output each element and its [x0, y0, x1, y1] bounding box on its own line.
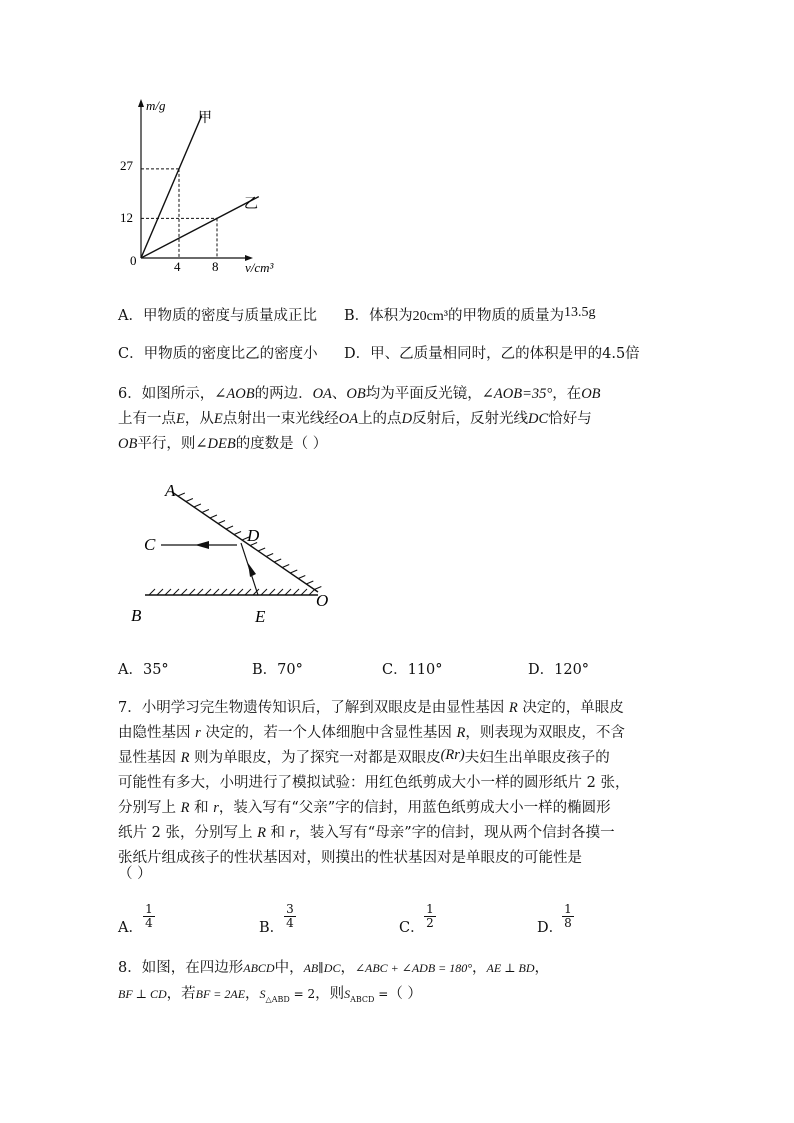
hatch-mark	[226, 526, 233, 529]
hatch-mark	[282, 565, 289, 568]
q5-option-b-mid: 的甲物质的质量为	[447, 308, 564, 324]
q5-option-c: C．甲物质的密度比乙的密度小	[118, 346, 318, 362]
q7-l6-e: ，装入写有“母亲”字的信封，现从两个信封各摸一	[295, 825, 615, 841]
q6-l2-i: 反射后，反射光线	[412, 411, 529, 427]
q8-l2-s2-sub: ABCD	[350, 994, 375, 1004]
q7-option-d-num: 1	[562, 903, 574, 917]
q7-l6-r2: r	[289, 825, 296, 841]
q6-line-1	[118, 384, 601, 404]
label-d: D	[247, 526, 260, 545]
y-tick-27: 27	[120, 158, 133, 173]
q6-l3-angle: ∠DEB	[195, 436, 236, 452]
series-line-yi	[141, 197, 259, 258]
q7-line-7: 张纸片组成孩子的性状基因对，则摸出的性状基因对是单眼皮的可能性是	[118, 850, 582, 866]
q7-line-2	[118, 723, 625, 743]
q6-l1-g: 均为平面反光镜，	[365, 386, 482, 402]
q6-option-d: D．120°	[528, 662, 590, 678]
q7-option-d-den: 8	[564, 916, 572, 930]
q8-l1-a: 8．如图，在四边形	[118, 960, 244, 976]
label-e: E	[255, 607, 266, 626]
q7-l3-genotype: (Rr)	[440, 747, 465, 763]
hatch-mark	[285, 589, 291, 595]
q7-l2-e: ，则表现为双眼皮，不含	[465, 725, 625, 741]
hatch-mark	[213, 589, 219, 595]
q7-line-8: （ ）	[118, 866, 152, 882]
q8-l2-s2: S	[344, 987, 351, 1001]
hatch-mark	[165, 589, 171, 595]
q6-l1-i: ，在	[552, 386, 582, 402]
q5-option-b	[344, 306, 595, 327]
hatch-mark	[205, 589, 211, 595]
q7-l3-a: 显性基因	[118, 750, 176, 766]
q7-l3-r: R	[180, 750, 190, 766]
q7-l5-a: 分别写上	[118, 800, 176, 816]
q8-l1-abcd: ABCD	[243, 961, 275, 975]
q6-l2-g: 上的点	[358, 411, 402, 427]
q6-l1-angle-value: ∠AOB=35°	[481, 386, 553, 402]
q7-l5-e: ，装入写有“父亲”字的信封，用蓝色纸剪成大小一样的椭圆形	[218, 800, 611, 816]
label-c: C	[144, 535, 156, 554]
q7-option-c-den: 2	[426, 916, 434, 930]
q6-l3-b: 平行，则	[137, 436, 196, 452]
hatch-mark	[237, 589, 243, 595]
q8-l2-b: ，若	[166, 986, 196, 1002]
q7-option-c-label: C．	[399, 920, 425, 936]
hatch-mark	[194, 504, 201, 507]
label-o: O	[316, 591, 329, 610]
incident-arrow-icon	[248, 563, 256, 577]
hatch-mark	[202, 510, 209, 513]
q6-l2-k: 恰好与	[548, 411, 592, 427]
q6-line-2	[118, 409, 592, 429]
hatch-mark	[258, 548, 265, 551]
y-axis-label: m/g	[146, 98, 166, 113]
origin-label: 0	[130, 253, 137, 268]
mass-volume-graph	[100, 90, 330, 290]
q8-l2-s: S	[259, 987, 266, 1001]
x-tick-8: 8	[212, 259, 219, 274]
hatch-mark	[157, 589, 163, 595]
q8-l2-eq2: =	[374, 987, 389, 1001]
x-axis-label: v/cm³	[245, 260, 274, 275]
y-axis-arrow-icon	[138, 99, 144, 107]
q7-line-4: 可能性有多大，小明进行了模拟试验：用红色纸剪成大小一样的圆形纸片 2 张，	[118, 775, 630, 791]
q5-option-b-volume: 20cm³	[412, 309, 448, 324]
q8-l2-paren: （ ）	[388, 986, 422, 1002]
q6-l3-ob: OB	[118, 436, 138, 452]
line-jia-label: 甲	[198, 111, 212, 126]
q6-line-3	[118, 434, 327, 454]
q7-l3-c: 则为单眼皮，为了探究一对都是双眼皮	[194, 750, 441, 766]
q7-option-d-fraction	[562, 903, 574, 930]
q6-option-a: A．35°	[118, 662, 169, 678]
q6-l2-c: ，从	[184, 411, 214, 427]
mirror-ob-hatching	[149, 589, 315, 595]
q6-l2-dc: DC	[528, 411, 549, 427]
hatch-mark	[314, 587, 321, 590]
hatch-mark	[269, 589, 275, 595]
q8-l1-c: 中，	[274, 960, 304, 976]
q7-l6-c: 和	[270, 825, 286, 841]
q7-option-b-label: B．	[259, 920, 285, 936]
hatch-mark	[189, 589, 195, 595]
hatch-mark	[298, 576, 305, 579]
hatch-mark	[181, 589, 187, 595]
q7-l5-r2: r	[213, 800, 219, 816]
q7-option-a-fraction	[143, 903, 155, 930]
hatch-mark	[218, 521, 225, 524]
q8-l2-s-sub: △ABD	[265, 994, 290, 1004]
q7-l1-r: R	[508, 700, 518, 716]
q7-line-6	[118, 823, 615, 843]
reflected-arrow-icon	[195, 541, 209, 549]
q7-l5-c: 和	[194, 800, 209, 816]
q7-l1-a: 7．小明学习完生物遗传知识后，了解到双眼皮是由显性基因	[118, 700, 505, 716]
q7-option-d-label: D．	[537, 920, 564, 936]
q8-l1-angles: ∠ABC + ∠ADB = 180°	[354, 961, 473, 975]
q6-option-b: B．70°	[252, 662, 303, 678]
q7-option-a-den: 4	[145, 916, 153, 930]
mirror-oa	[172, 492, 318, 592]
q6-l1-ob: OB	[346, 386, 366, 402]
y-tick-12: 12	[120, 210, 133, 225]
q7-l2-a: 由隐性基因	[118, 725, 191, 741]
q7-l6-a: 纸片 2 张，分别写上	[118, 825, 253, 841]
q7-line-3	[118, 748, 610, 768]
line-yi-label: 乙	[244, 197, 258, 212]
q5-option-d: D．甲、乙质量相同时，乙的体积是甲的4.5倍	[344, 346, 640, 362]
q7-l3-e: 夫妇生出单眼皮孩子的	[464, 750, 610, 766]
q8-l2-d: ，	[245, 986, 260, 1002]
hatch-mark	[274, 559, 281, 562]
hatch-mark	[149, 589, 155, 595]
hatch-mark	[293, 589, 299, 595]
hatch-mark	[221, 589, 227, 595]
q5-option-b-mass: 13.5g	[563, 305, 596, 320]
q7-l2-r: r	[195, 725, 201, 741]
q7-l2-c: 决定的，若一个人体细胞中含显性基因	[205, 725, 452, 741]
hatch-mark	[290, 570, 297, 573]
q8-line-2	[118, 984, 422, 1010]
q8-l2-eq: = 2	[289, 987, 316, 1001]
q8-l1-perp: AE ⊥ BD	[486, 961, 535, 975]
q8-l2-bf: BF = 2AE	[195, 987, 246, 1001]
q7-line-5	[118, 798, 611, 818]
q7-l2-r2: R	[456, 725, 466, 741]
q6-l1-angle: ∠AOB	[214, 386, 255, 402]
label-a: A	[165, 481, 176, 500]
hatch-mark	[309, 589, 315, 595]
q8-l1-g: ，	[472, 960, 487, 976]
hatch-mark	[186, 499, 193, 502]
q7-option-c-num: 1	[424, 903, 436, 917]
q8-l2-perp: BF ⊥ CD	[118, 987, 167, 1001]
q5-option-b-prefix: B．体积为	[344, 308, 413, 324]
hatch-mark	[306, 581, 313, 584]
hatch-mark	[197, 589, 203, 595]
q7-l5-r1: R	[180, 800, 190, 816]
q6-l2-e2: E	[213, 411, 223, 427]
q7-option-a-label: A．	[118, 920, 143, 936]
q8-l1-i: ，	[534, 960, 549, 976]
hatch-mark	[178, 493, 185, 496]
q7-l6-r1: R	[257, 825, 266, 841]
q7-option-b-num: 3	[284, 903, 296, 917]
q5-option-a: A．甲物质的密度与质量成正比	[118, 308, 317, 324]
q6-l1-ob2: OB	[581, 386, 601, 402]
hatch-mark	[277, 589, 283, 595]
q8-l1-parallel: AB∥DC	[303, 961, 341, 975]
hatch-mark	[301, 589, 307, 595]
q7-l1-c: 决定的，单眼皮	[522, 700, 624, 716]
q6-l2-d: D	[401, 411, 413, 427]
q6-option-c: C．110°	[382, 662, 443, 678]
hatch-mark	[234, 532, 241, 535]
q6-l1-a: 6．如图所示，	[118, 386, 215, 402]
q6-l2-oa: OA	[338, 411, 359, 427]
hatch-mark	[245, 589, 251, 595]
q6-l1-c: 的两边．	[254, 386, 313, 402]
label-b: B	[131, 606, 142, 625]
q8-line-1	[118, 958, 549, 978]
hatch-mark	[229, 589, 235, 595]
q6-l2-e1: E	[176, 411, 185, 427]
q6-l1-e: 、	[331, 386, 347, 402]
mirror-figure	[125, 475, 350, 630]
q6-l3-d: 的度数是（ ）	[235, 436, 328, 452]
series-line-jia	[141, 115, 202, 258]
hatch-mark	[266, 554, 273, 557]
q6-l2-a: 上有一点	[118, 411, 176, 427]
q8-l2-h: ，则	[315, 986, 345, 1002]
q8-l1-e: ，	[340, 960, 355, 976]
x-tick-4: 4	[174, 259, 181, 274]
hatch-mark	[210, 515, 217, 518]
q6-l2-e: 点射出一束光线经	[222, 411, 339, 427]
q6-l1-oa: OA	[312, 386, 332, 402]
q7-option-b-den: 4	[286, 916, 294, 930]
q7-option-b-fraction	[284, 903, 296, 930]
hatch-mark	[261, 589, 267, 595]
q7-line-1	[118, 698, 624, 718]
hatch-mark	[173, 589, 179, 595]
q7-option-a-num: 1	[143, 903, 155, 917]
q7-option-c-fraction	[424, 903, 436, 930]
